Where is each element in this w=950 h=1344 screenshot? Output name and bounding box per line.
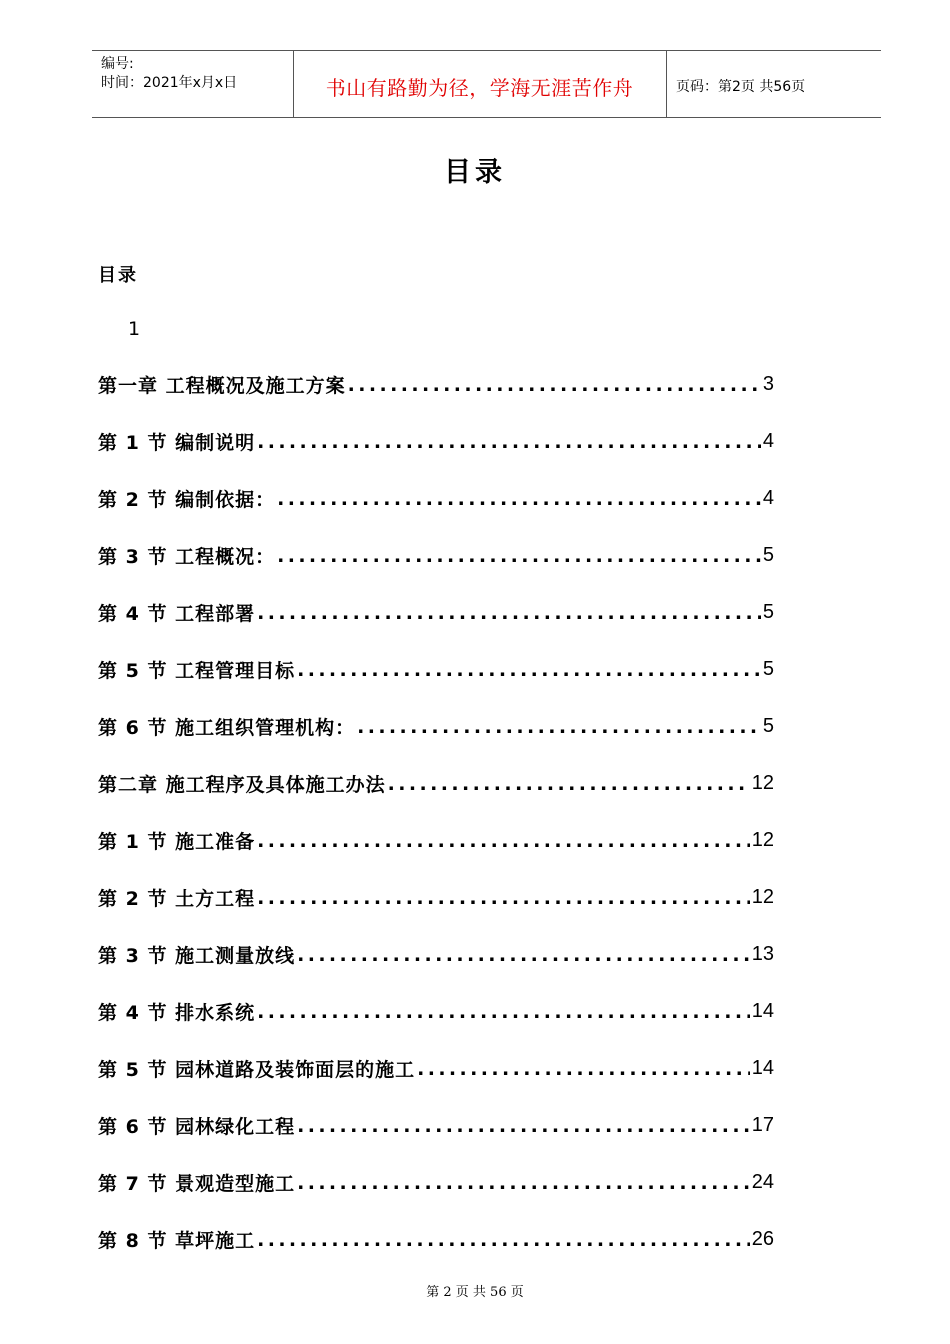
header-code-label: 编号: — [101, 56, 134, 72]
toc-entry[interactable] — [98, 926, 774, 983]
toc-entry[interactable] — [98, 1211, 774, 1268]
toc-leader-dots — [417, 1058, 750, 1080]
toc-entry-page: 4 — [762, 430, 774, 452]
toc-leader-dots — [297, 659, 761, 681]
toc-entry-page: 24 — [751, 1171, 774, 1193]
toc-leader-dots — [348, 374, 761, 396]
toc-entry-label: 第 3 节 工程概况： — [98, 546, 276, 568]
toc-entry-page: 5 — [762, 601, 774, 623]
toc-entry[interactable] — [98, 413, 774, 470]
toc-entry[interactable] — [98, 1097, 774, 1154]
toc-leader-dots — [297, 944, 750, 966]
toc-entry[interactable] — [98, 1040, 774, 1097]
toc-entry-page: 12 — [751, 829, 774, 851]
toc-entry-page: 4 — [762, 487, 774, 509]
toc-entry-page: 26 — [751, 1228, 774, 1250]
toc-leader-dots — [257, 830, 750, 852]
toc-entry-page: 14 — [751, 1000, 774, 1022]
toc-entry-label: 第 4 节 工程部署 — [98, 603, 256, 625]
toc-entry-label: 第 7 节 景观造型施工 — [98, 1173, 296, 1195]
toc-entry-label: 第 5 节 园林道路及装饰面层的施工 — [98, 1059, 416, 1081]
toc-entry-label: 第 6 节 园林绿化工程 — [98, 1116, 296, 1138]
toc-leader-dots — [257, 1229, 750, 1251]
toc-entry[interactable] — [98, 641, 774, 698]
toc-entry[interactable] — [98, 983, 774, 1040]
header-divider — [666, 50, 667, 117]
header-bottom-rule — [92, 117, 881, 118]
page-title: 目录 — [444, 157, 506, 188]
toc-entry[interactable] — [98, 470, 774, 527]
toc-entry[interactable] — [98, 584, 774, 641]
header-motto: 书山有路勤为径，学海无涯苦作舟 — [325, 76, 634, 100]
toc-entry-label: 第一章 工程概况及施工方案 — [98, 375, 346, 397]
toc-entry-page: 5 — [762, 658, 774, 680]
toc-entry-page: 5 — [762, 544, 774, 566]
toc-leader-dots — [257, 431, 761, 453]
toc-entry-label: 第 4 节 排水系统 — [98, 1002, 256, 1024]
toc-leader-dots — [257, 1001, 750, 1023]
toc-number: 1 — [128, 318, 141, 340]
toc-entry-label: 第 3 节 施工测量放线 — [98, 945, 296, 967]
toc-leader-dots — [297, 1115, 750, 1137]
toc-entry-page: 12 — [751, 772, 774, 794]
toc-entry-page: 12 — [751, 886, 774, 908]
toc-leader-dots — [257, 887, 750, 909]
toc-entry[interactable] — [98, 698, 774, 755]
toc-leader-dots — [277, 545, 761, 567]
toc-entry-page: 3 — [762, 373, 774, 395]
toc-entry[interactable] — [98, 527, 774, 584]
toc-leader-dots — [388, 773, 750, 795]
toc-entry-label: 第 1 节 施工准备 — [98, 831, 256, 853]
toc-entry-page: 17 — [751, 1114, 774, 1136]
header-page-label: 页码：第2页 共56页 — [676, 79, 806, 95]
toc-entry-label: 第 1 节 编制说明 — [98, 432, 256, 454]
toc-leader-dots — [257, 602, 761, 624]
toc-leader-dots — [297, 1172, 750, 1194]
page-footer: 第 2 页 共 56 页 — [426, 1285, 524, 1300]
toc-entry-label: 第二章 施工程序及具体施工办法 — [98, 774, 386, 796]
toc-entry-label: 第 5 节 工程管理目标 — [98, 660, 296, 682]
toc-heading: 目录 — [98, 265, 138, 286]
toc-entry-label: 第 6 节 施工组织管理机构： — [98, 717, 356, 739]
toc-leader-dots — [277, 488, 761, 510]
toc-entry-page: 5 — [762, 715, 774, 737]
header-top-rule — [92, 50, 881, 51]
toc-entry[interactable] — [98, 755, 774, 812]
toc-entry[interactable] — [98, 1154, 774, 1211]
header-time-label: 时间：2021年x月x日 — [101, 75, 238, 91]
toc-list — [98, 356, 774, 1268]
toc-entry-label: 第 2 节 土方工程 — [98, 888, 256, 910]
toc-entry-label: 第 8 节 草坪施工 — [98, 1230, 256, 1252]
toc-entry[interactable] — [98, 812, 774, 869]
toc-leader-dots — [357, 716, 761, 738]
toc-entry-page: 14 — [751, 1057, 774, 1079]
toc-entry[interactable] — [98, 356, 774, 413]
toc-entry[interactable] — [98, 869, 774, 926]
toc-entry-page: 13 — [751, 943, 774, 965]
toc-entry-label: 第 2 节 编制依据： — [98, 489, 276, 511]
